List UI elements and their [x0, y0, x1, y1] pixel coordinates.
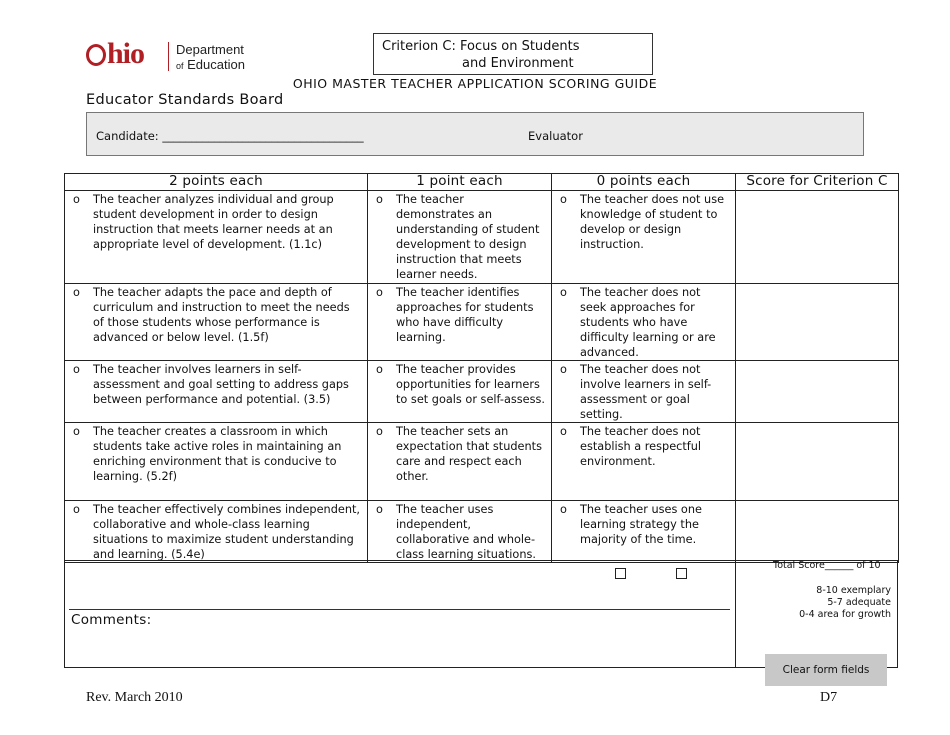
bullet-icon: o [73, 425, 80, 438]
footer-revision: Rev. March 2010 [86, 690, 183, 705]
guide-title: OHIO MASTER TEACHER APPLICATION SCORING GUIDE [292, 76, 658, 91]
ohio-logo [86, 37, 144, 71]
logo-dept-line2: Education [187, 57, 245, 72]
bullet-icon: o [73, 503, 80, 516]
criterion-2pts: The teacher involves learners in self-assessment and goal setting to address gaps between performance and potential. (3.5) [93, 363, 349, 406]
criterion-box [373, 33, 653, 75]
score-cell[interactable] [736, 191, 899, 284]
range-growth: 0-4 area for growth [799, 609, 891, 620]
range-adequate: 5-7 adequate [827, 597, 891, 608]
criterion-title-line2: and Environment [462, 56, 574, 71]
criterion-1pt: The teacher uses independent, collaborative and whole-class learning situations. [396, 503, 536, 561]
table-row [65, 501, 899, 563]
criterion-1pt: The teacher sets an expectation that students care and respect each other. [396, 425, 542, 483]
bullet-icon: o [560, 503, 567, 516]
bullet-icon: o [376, 425, 383, 438]
score-cell[interactable] [736, 423, 899, 501]
bullet-icon: o [560, 363, 567, 376]
col-header-1pt: 1 point each [368, 174, 552, 191]
logo-department [176, 42, 245, 74]
bullet-icon: o [376, 193, 383, 206]
table-row [65, 191, 899, 284]
logo-ring-icon [86, 44, 106, 66]
criterion-1pt: The teacher demonstrates an understanding of student development to design instruction that meets learner needs. [396, 193, 540, 281]
logo-divider [168, 42, 169, 71]
score-cell[interactable] [736, 284, 899, 361]
criterion-2pts: The teacher adapts the pace and depth of curriculum and instruction to meet the needs of those students whose performance is advanced or below level. (1.5f) [93, 286, 350, 344]
criterion-title-line1: Criterion C: Focus on Students [382, 39, 580, 54]
checkbox[interactable] [676, 568, 687, 579]
criterion-2pts: The teacher effectively combines independent, collaborative and whole-class learning situations to maximize student understanding and learning. (5.4e) [93, 503, 360, 561]
criterion-0pts: The teacher does not seek approaches for students who have difficulty learning or are advanced. [580, 286, 716, 359]
criterion-1pt: The teacher provides opportunities for learners to set goals or self-assess. [396, 363, 545, 406]
col-header-score: Score for Criterion C [736, 174, 899, 191]
candidate-panel [86, 112, 864, 156]
scoring-table [64, 173, 899, 563]
criterion-2pts: The teacher creates a classroom in which students take active roles in maintaining an enriching environment that is conducive to learning. (5.2f) [93, 425, 342, 483]
col-header-2pts: 2 points each [65, 174, 368, 191]
criterion-0pts: The teacher does not involve learners in self-assessment or goal setting. [580, 363, 712, 421]
col-header-0pts: 0 points each [552, 174, 736, 191]
total-score-field[interactable]: Total Score______ of 10 [773, 560, 881, 571]
bullet-icon: o [376, 286, 383, 299]
criterion-0pts: The teacher does not use knowledge of student to develop or design instruction. [580, 193, 725, 251]
footer-form-code: D7 [820, 690, 838, 705]
score-ranges [760, 585, 891, 621]
evaluator-field[interactable]: Evaluator [528, 129, 583, 143]
bullet-icon: o [73, 363, 80, 376]
score-cell[interactable] [736, 361, 899, 423]
bullet-icon: o [376, 503, 383, 516]
table-row [65, 423, 899, 501]
bullet-icon: o [560, 425, 567, 438]
bullet-icon: o [560, 286, 567, 299]
clear-form-button[interactable]: Clear form fields [765, 654, 887, 686]
criterion-0pts: The teacher does not establish a respectful environment. [580, 425, 702, 468]
logo-wordmark: hio [107, 37, 145, 70]
logo-dept-line1: Department [176, 42, 244, 57]
criterion-1pt: The teacher identifies approaches for students who have difficulty learning. [396, 286, 534, 344]
comments-divider [735, 560, 736, 668]
bullet-icon: o [73, 193, 80, 206]
comments-rule [69, 609, 730, 610]
bullet-icon: o [560, 193, 567, 206]
table-row [65, 361, 899, 423]
board-name: Educator Standards Board [86, 92, 284, 108]
bullet-icon: o [73, 286, 80, 299]
logo-dept-of: of [176, 61, 184, 71]
bullet-icon: o [376, 363, 383, 376]
comments-label: Comments: [71, 612, 152, 628]
criterion-2pts: The teacher analyzes individual and group student development in order to design instruction that meets learner needs at an appropriate level of development. (1.1c) [93, 193, 334, 251]
score-cell[interactable] [736, 501, 899, 563]
range-exemplary: 8-10 exemplary [816, 585, 891, 596]
checkbox[interactable] [615, 568, 626, 579]
criterion-0pts: The teacher uses one learning strategy the majority of the time. [580, 503, 702, 546]
table-row [65, 284, 899, 361]
candidate-field[interactable]: Candidate: ___________________________________ [96, 129, 364, 143]
